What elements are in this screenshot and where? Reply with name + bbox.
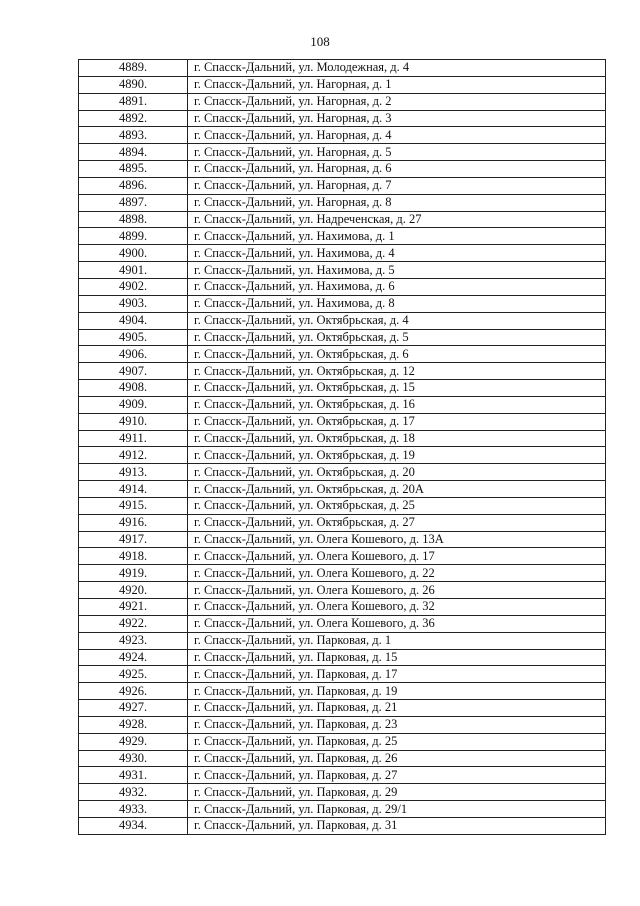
- table-row: [79, 396, 606, 413]
- row-address: г. Спасск-Дальний, ул. Нагорная, д. 5: [188, 144, 606, 161]
- row-address: г. Спасск-Дальний, ул. Нахимова, д. 1: [188, 228, 606, 245]
- row-address: г. Спасск-Дальний, ул. Надреченская, д. 27: [188, 211, 606, 228]
- table-row: [79, 784, 606, 801]
- row-address: г. Спасск-Дальний, ул. Нагорная, д. 8: [188, 194, 606, 211]
- row-number: 4903.: [79, 295, 188, 312]
- row-address: г. Спасск-Дальний, ул. Олега Кошевого, д. 32: [188, 599, 606, 616]
- table-row: [79, 514, 606, 531]
- row-number: 4930.: [79, 750, 188, 767]
- row-address: г. Спасск-Дальний, ул. Нагорная, д. 4: [188, 127, 606, 144]
- table-row: [79, 93, 606, 110]
- table-row: [79, 194, 606, 211]
- row-number: 4923.: [79, 632, 188, 649]
- row-address: г. Спасск-Дальний, ул. Нагорная, д. 7: [188, 177, 606, 194]
- row-number: 4920.: [79, 582, 188, 599]
- row-address: г. Спасск-Дальний, ул. Октябрьская, д. 20: [188, 464, 606, 481]
- table-row: [79, 497, 606, 514]
- row-address: г. Спасск-Дальний, ул. Октябрьская, д. 6: [188, 346, 606, 363]
- table-row: [79, 144, 606, 161]
- table-row: [79, 683, 606, 700]
- row-number: 4913.: [79, 464, 188, 481]
- row-address: г. Спасск-Дальний, ул. Парковая, д. 21: [188, 700, 606, 717]
- table-row: [79, 582, 606, 599]
- row-address: г. Спасск-Дальний, ул. Парковая, д. 17: [188, 666, 606, 683]
- row-number: 4917.: [79, 531, 188, 548]
- table-row: [79, 817, 606, 834]
- row-address: г. Спасск-Дальний, ул. Октябрьская, д. 27: [188, 514, 606, 531]
- row-address: г. Спасск-Дальний, ул. Нахимова, д. 4: [188, 245, 606, 262]
- row-address: г. Спасск-Дальний, ул. Парковая, д. 1: [188, 632, 606, 649]
- table-row: [79, 716, 606, 733]
- row-number: 4910.: [79, 413, 188, 430]
- table-row: [79, 801, 606, 818]
- row-address: г. Спасск-Дальний, ул. Молодежная, д. 4: [188, 60, 606, 77]
- table-row: [79, 548, 606, 565]
- address-table: [78, 59, 606, 835]
- table-row: [79, 413, 606, 430]
- row-address: г. Спасск-Дальний, ул. Октябрьская, д. 20А: [188, 481, 606, 498]
- row-address: г. Спасск-Дальний, ул. Октябрьская, д. 16: [188, 396, 606, 413]
- table-row: [79, 733, 606, 750]
- row-number: 4899.: [79, 228, 188, 245]
- row-number: 4902.: [79, 278, 188, 295]
- table-row: [79, 346, 606, 363]
- address-table-body: [79, 60, 606, 835]
- row-address: г. Спасск-Дальний, ул. Парковая, д. 23: [188, 716, 606, 733]
- row-address: г. Спасск-Дальний, ул. Нагорная, д. 3: [188, 110, 606, 127]
- row-number: 4915.: [79, 497, 188, 514]
- table-row: [79, 211, 606, 228]
- row-number: 4898.: [79, 211, 188, 228]
- table-row: [79, 615, 606, 632]
- row-number: 4928.: [79, 716, 188, 733]
- table-row: [79, 464, 606, 481]
- row-number: 4916.: [79, 514, 188, 531]
- row-number: 4921.: [79, 599, 188, 616]
- row-address: г. Спасск-Дальний, ул. Парковая, д. 19: [188, 683, 606, 700]
- row-number: 4907.: [79, 363, 188, 380]
- table-row: [79, 481, 606, 498]
- table-row: [79, 60, 606, 77]
- row-number: 4909.: [79, 396, 188, 413]
- row-number: 4911.: [79, 430, 188, 447]
- row-number: 4912.: [79, 447, 188, 464]
- table-row: [79, 110, 606, 127]
- row-number: 4927.: [79, 700, 188, 717]
- row-number: 4934.: [79, 817, 188, 834]
- page-number: 108: [310, 34, 330, 49]
- row-number: 4901.: [79, 262, 188, 279]
- row-number: 4906.: [79, 346, 188, 363]
- row-address: г. Спасск-Дальний, ул. Олега Кошевого, д. 17: [188, 548, 606, 565]
- row-number: 4895.: [79, 161, 188, 178]
- row-address: г. Спасск-Дальний, ул. Олега Кошевого, д. 36: [188, 615, 606, 632]
- table-row: [79, 447, 606, 464]
- table-row: [79, 228, 606, 245]
- table-row: [79, 599, 606, 616]
- row-number: 4922.: [79, 615, 188, 632]
- table-row: [79, 750, 606, 767]
- table-row: [79, 565, 606, 582]
- row-address: г. Спасск-Дальний, ул. Нагорная, д. 2: [188, 93, 606, 110]
- row-address: г. Спасск-Дальний, ул. Парковая, д. 27: [188, 767, 606, 784]
- table-row: [79, 295, 606, 312]
- row-address: г. Спасск-Дальний, ул. Парковая, д. 26: [188, 750, 606, 767]
- row-number: 4924.: [79, 649, 188, 666]
- row-number: 4918.: [79, 548, 188, 565]
- row-number: 4891.: [79, 93, 188, 110]
- row-number: 4893.: [79, 127, 188, 144]
- row-number: 4914.: [79, 481, 188, 498]
- row-number: 4929.: [79, 733, 188, 750]
- table-row: [79, 127, 606, 144]
- row-address: г. Спасск-Дальний, ул. Олега Кошевого, д. 26: [188, 582, 606, 599]
- table-row: [79, 76, 606, 93]
- table-row: [79, 329, 606, 346]
- row-address: г. Спасск-Дальний, ул. Октябрьская, д. 18: [188, 430, 606, 447]
- row-number: 4933.: [79, 801, 188, 818]
- row-address: г. Спасск-Дальний, ул. Октябрьская, д. 19: [188, 447, 606, 464]
- table-row: [79, 632, 606, 649]
- row-address: г. Спасск-Дальний, ул. Олега Кошевого, д. 13А: [188, 531, 606, 548]
- row-address: г. Спасск-Дальний, ул. Нахимова, д. 8: [188, 295, 606, 312]
- row-address: г. Спасск-Дальний, ул. Олега Кошевого, д. 22: [188, 565, 606, 582]
- table-row: [79, 177, 606, 194]
- row-number: 4926.: [79, 683, 188, 700]
- row-address: г. Спасск-Дальний, ул. Парковая, д. 29: [188, 784, 606, 801]
- table-row: [79, 312, 606, 329]
- row-address: г. Спасск-Дальний, ул. Парковая, д. 25: [188, 733, 606, 750]
- row-address: г. Спасск-Дальний, ул. Парковая, д. 15: [188, 649, 606, 666]
- row-number: 4890.: [79, 76, 188, 93]
- row-number: 4897.: [79, 194, 188, 211]
- table-row: [79, 380, 606, 397]
- row-number: 4919.: [79, 565, 188, 582]
- table-row: [79, 666, 606, 683]
- row-address: г. Спасск-Дальний, ул. Нагорная, д. 6: [188, 161, 606, 178]
- row-address: г. Спасск-Дальний, ул. Парковая, д. 31: [188, 817, 606, 834]
- table-row: [79, 767, 606, 784]
- table-row: [79, 649, 606, 666]
- row-number: 4894.: [79, 144, 188, 161]
- row-number: 4925.: [79, 666, 188, 683]
- table-row: [79, 262, 606, 279]
- row-number: 4908.: [79, 380, 188, 397]
- row-number: 4892.: [79, 110, 188, 127]
- row-address: г. Спасск-Дальний, ул. Октябрьская, д. 5: [188, 329, 606, 346]
- row-address: г. Спасск-Дальний, ул. Нахимова, д. 5: [188, 262, 606, 279]
- table-row: [79, 278, 606, 295]
- row-address: г. Спасск-Дальний, ул. Парковая, д. 29/1: [188, 801, 606, 818]
- row-address: г. Спасск-Дальний, ул. Нахимова, д. 6: [188, 278, 606, 295]
- row-number: 4900.: [79, 245, 188, 262]
- row-number: 4904.: [79, 312, 188, 329]
- row-address: г. Спасск-Дальний, ул. Октябрьская, д. 17: [188, 413, 606, 430]
- row-address: г. Спасск-Дальний, ул. Октябрьская, д. 15: [188, 380, 606, 397]
- row-address: г. Спасск-Дальний, ул. Нагорная, д. 1: [188, 76, 606, 93]
- row-address: г. Спасск-Дальний, ул. Октябрьская, д. 4: [188, 312, 606, 329]
- row-number: 4931.: [79, 767, 188, 784]
- table-row: [79, 161, 606, 178]
- table-row: [79, 245, 606, 262]
- row-address: г. Спасск-Дальний, ул. Октябрьская, д. 25: [188, 497, 606, 514]
- row-address: г. Спасск-Дальний, ул. Октябрьская, д. 12: [188, 363, 606, 380]
- row-number: 4896.: [79, 177, 188, 194]
- row-number: 4905.: [79, 329, 188, 346]
- row-number: 4932.: [79, 784, 188, 801]
- table-row: [79, 700, 606, 717]
- table-row: [79, 363, 606, 380]
- table-row: [79, 531, 606, 548]
- table-row: [79, 430, 606, 447]
- row-number: 4889.: [79, 60, 188, 77]
